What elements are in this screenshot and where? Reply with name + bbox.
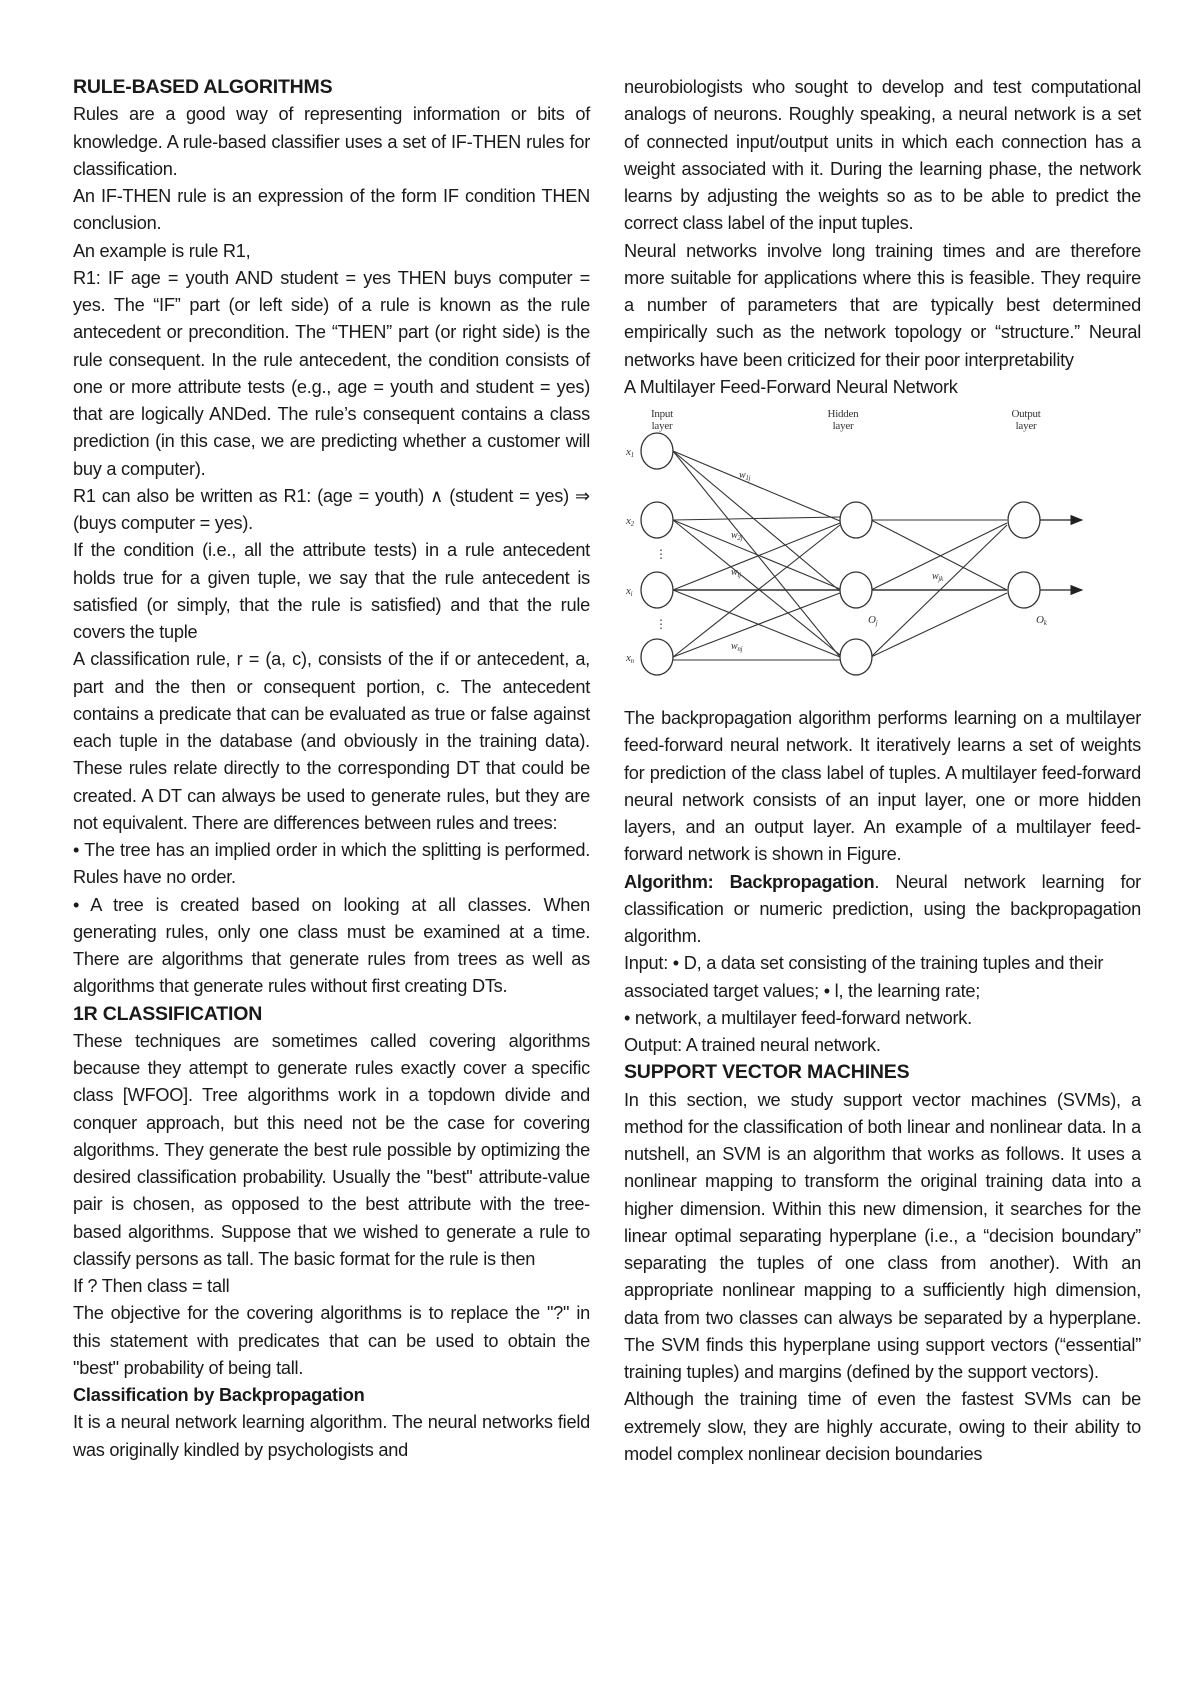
output-node-1 (1008, 502, 1040, 538)
svg-text:layer: layer (651, 420, 673, 432)
wjk-label: $w_{jk}$ (932, 571, 943, 583)
input-node-xn (641, 639, 673, 675)
input-node-xi (641, 572, 673, 608)
input-node-x2 (641, 502, 673, 538)
xi-label: xi (626, 585, 633, 598)
figure-caption: A Multilayer Feed-Forward Neural Network (624, 376, 958, 397)
network-nodes (641, 433, 1040, 675)
paragraph: The objective for the covering algorithms is to replace the "?" in this statement with predicates that can be used to obtain the "best" probability of being tall. (73, 1303, 590, 1378)
paragraph: An IF-THEN rule is an expression of the form IF condition THEN conclusion. (73, 186, 590, 234)
algorithm-input-network: • network, a multilayer feed-forward network. (624, 1007, 972, 1028)
heading-support-vector-machines: SUPPORT VECTOR MACHINES (624, 1061, 910, 1084)
paragraph: A classification rule, r = (a, c), consists of the if or antecedent, a, part and the then or consequent portion, c. The antecedent contains a predicate that can be evaluated as true or false against each tuple in the database (and obviously in the training data). These rules relate directly to the corresponding DT that could be created. A DT can always be used to generate rules, but they are not equivalent. There are differences between rules and trees: (73, 649, 590, 833)
x2-label: x2 (626, 515, 634, 528)
algorithm-paragraph: Algorithm: Backpropagation. Neural network learning for classification or numeric prediction, using the backpropagation algorithm. (624, 871, 1141, 946)
svg-text:layer: layer (832, 420, 854, 432)
hidden-layer-label: Hidden (827, 408, 859, 420)
algorithm-input: Input: • D, a data set consisting of the training tuples and their associated target values; • l, the learning rate; (624, 953, 1104, 1001)
left-column (73, 74, 590, 1464)
input-layer-label: Input (651, 408, 673, 420)
paragraph: The backpropagation algorithm performs learning on a multilayer feed-forward neural network. It iteratively learns a set of weights for prediction of the class label of tuples. A multilayer feed-forward neural network consists of an input layer, one or more hidden layers, and an output layer. An example of a multilayer feed-forward network is shown in Figure. (624, 708, 1141, 865)
paragraph: In this section, we study support vector machines (SVMs), a method for the classification of both linear and nonlinear data. In a nutshell, an SVM is an algorithm that works as follows. It uses a nonlinear mapping to transform the original training data into a higher dimension. Within this new dimension, it searches for the linear optimal separating hyperplane (i.e., a “decision boundary” separating the tuples of one class from another). With an appropriate nonlinear mapping to a sufficiently high dimension, data from two classes can always be separated by a hyperplane. The SVM finds this hyperplane using support vectors (“essential” training tuples) and margins (defined by the support vectors). (624, 1089, 1141, 1382)
paragraph: Although the training time of even the fastest SVMs can be extremely slow, they are highly accurate, owing to their ability to model complex nonlinear decision boundaries (624, 1389, 1141, 1464)
heading-classification-by-backpropagation: Classification by Backpropagation (73, 1385, 365, 1405)
paragraph: It is a neural network learning algorithm. The neural networks field was originally kindled by psychologists and (73, 1412, 590, 1460)
paragraph: Neural networks involve long training times and are therefore more suitable for applications where this is feasible. They require a number of parameters that are typically best determined empirically such as the network topology or “structure.” Neural networks have been criticized for their poor interpretability (624, 240, 1141, 370)
wij-label: $w_{ij}$ (731, 567, 741, 579)
bullet-item: • The tree has an implied order in which the splitting is performed. Rules have no order. (73, 840, 590, 888)
algorithm-title: Algorithm: Backpropagation (624, 871, 875, 892)
w1j-label: $w_{1j}$ (739, 470, 751, 482)
paragraph: An example is rule R1, (73, 240, 251, 261)
paragraph: neurobiologists who sought to develop and test computational analogs of neurons. Roughly speaking, a neural network is a set of connected input/output units in which each connection has a weight associated with it. During the learning phase, the network learns by adjusting the weights so as to be able to predict the correct class label of the input tuples. (624, 77, 1141, 234)
ellipsis-dots: ⋮ (655, 617, 667, 631)
oj-label: Oj (868, 614, 878, 627)
heading-rule-based-algorithms: RULE-BASED ALGORITHMS (73, 76, 333, 98)
paragraph: R1 can also be written as R1: (age = youth) ∧ (student = yes) ⇒ (buys computer = yes). (73, 485, 590, 533)
hidden-node-3 (840, 639, 872, 675)
paragraph: Rules are a good way of representing information or bits of knowledge. A rule-based classifier uses a set of IF-THEN rules for classification. (73, 104, 590, 179)
ok-label: Ok (1036, 614, 1047, 627)
svg-text:layer: layer (1015, 420, 1037, 432)
wnj-label: $w_{nj}$ (731, 641, 743, 653)
hidden-node-1 (840, 502, 872, 538)
ellipsis-dots: ⋮ (655, 547, 667, 561)
right-column (624, 74, 1141, 1468)
output-layer-label: Output (1011, 408, 1041, 420)
paragraph: R1: IF age = youth AND student = yes THEN buys computer = yes. The “IF” part (or left side) of a rule is known as the rule antecedent or precondition. The “THEN” part (or right side) is the rule consequent. In the rule antecedent, the condition consists of one or more attribute tests (e.g., age = youth and student = yes) that are logically ANDed. The rule’s consequent contains a class prediction (in this case, we are predicting whether a customer will buy a computer). (73, 267, 590, 479)
algorithm-output: Output: A trained neural network. (624, 1035, 881, 1055)
paragraph: If ? Then class = tall (73, 1276, 230, 1296)
neural-network-svg (624, 403, 1141, 703)
x1-label: x1 (626, 446, 634, 459)
xn-label: xn (626, 652, 634, 665)
neural-network-diagram (624, 403, 1141, 703)
input-hidden-connections (673, 451, 840, 660)
paragraph: These techniques are sometimes called covering algorithms because they attempt to generate rules exactly cover a specific class [WFOO]. Tree algorithms work in a topdown divide and conquer approach, but this need not be the case for covering algorithms. They generate the best rule possible by optimizing the desired classification probability. Usually the "best" attribute-value pair is chosen, as opposed to the best attribute with the tree-based algorithms. Suppose that we wished to generate a rule to classify persons as tall. The basic format for the rule is then (73, 1030, 590, 1269)
heading-1r-classification: 1R CLASSIFICATION (73, 1002, 263, 1025)
paragraph: If the condition (i.e., all the attribute tests) in a rule antecedent holds true for a given tuple, we say that the rule antecedent is satisfied (or simply, that the rule is satisfied) and that the rule covers the tuple (73, 540, 590, 642)
output-node-k (1008, 572, 1040, 608)
bullet-item: • A tree is created based on looking at all classes. When generating rules, only one class must be examined at a time. There are algorithms that generate rules from trees as well as algorithms that generate rules without first creating DTs. (73, 894, 590, 997)
w2j-label: $w_{2j}$ (731, 530, 743, 542)
hidden-output-connections (871, 520, 1007, 657)
input-node-x1 (641, 433, 673, 469)
hidden-node-j (840, 572, 872, 608)
output-arrows (1040, 520, 1082, 590)
